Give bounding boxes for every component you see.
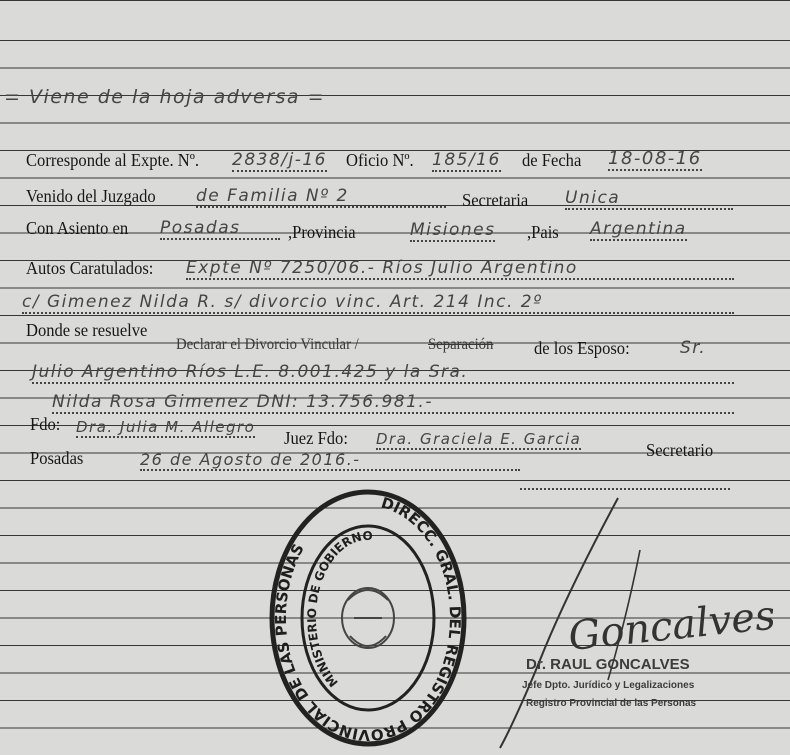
- fecha-value: 18-08-16: [608, 148, 702, 169]
- signer-title-2: Registro Provincial de las Personas: [526, 698, 697, 709]
- secretaria-value: Unica: [565, 188, 733, 210]
- donde-struck-text: Separación: [428, 336, 494, 353]
- stamp-inner-text: MINISTERIO DE GOBIERNO: [304, 528, 373, 690]
- provincia-value: Misiones: [410, 220, 496, 240]
- esposo-line: Julio Argentino Ríos L.E. 8.001.425 y la Sra.: [32, 362, 734, 384]
- asiento-label: Con Asiento en: [26, 218, 129, 238]
- autos-value-line-2: c/ Gimenez Nilda R. s/ divorcio vinc. Art. 214 Inc. 2º: [22, 292, 734, 314]
- fdo-label: Fdo:: [30, 414, 61, 434]
- signer-name: Dr. RAUL GONCALVES: [526, 656, 690, 673]
- fecha-label: de Fecha: [522, 150, 582, 170]
- header-note: = Viene de la hoja adversa =: [4, 86, 326, 108]
- oficio-label: Oficio Nº.: [346, 150, 414, 170]
- asiento-value: Posadas: [160, 218, 280, 240]
- stamp-outer-text: DIRECC. GRAL. DEL REGISTRO PROVINCIAL DE LAS PERSONAS: [271, 493, 465, 745]
- secretaria-label: Secretaria: [462, 190, 529, 210]
- juez-label: Juez Fdo:: [284, 428, 348, 448]
- autos-label: Autos Caratulados:: [26, 258, 154, 278]
- provincia-label: ,Provincia: [288, 222, 356, 242]
- donde-tail-handwritten: Sr.: [680, 338, 707, 358]
- official-stamp: [268, 488, 468, 750]
- header-note-text: Viene de la hoja adversa: [28, 86, 301, 108]
- signer-title-1: Jefe Dpto. Jurídico y Legalizaciones: [522, 680, 695, 691]
- donde-tail: de los Esposo:: [534, 338, 630, 358]
- expediente-value: 2838/j-16: [232, 150, 327, 170]
- svg-text:Goncalves: Goncalves: [566, 592, 778, 660]
- fdo-judge: Dra. Julia M. Allegro: [76, 418, 256, 436]
- fdo-secretary: Dra. Graciela E. Garcia: [376, 430, 582, 448]
- coat-of-arms-icon: [342, 588, 394, 648]
- esposa-line: Nilda Rosa Gimenez DNI: 13.756.981.-: [52, 392, 734, 414]
- pais-value: Argentina: [590, 219, 687, 239]
- secretario-label: Secretario: [646, 440, 714, 460]
- juzgado-value: de Familia Nº 2: [196, 186, 446, 208]
- corresponde-label: Corresponde al Expte. Nº.: [26, 150, 200, 170]
- handwritten-signature: [480, 490, 778, 752]
- posadas-label: Posadas: [30, 448, 84, 468]
- venido-label: Venido del Juzgado: [26, 186, 156, 206]
- pais-label: ,Pais: [527, 222, 559, 242]
- oficio-value: 185/16: [432, 150, 501, 170]
- posadas-date: 26 de Agosto de 2016.-: [140, 450, 520, 471]
- autos-value-line-1: Expte Nº 7250/06.- Ríos Julio Argentino: [186, 258, 734, 280]
- donde-typed-text: Declarar el Divorcio Vincular /: [176, 336, 359, 353]
- donde-label: Donde se resuelve: [26, 320, 148, 340]
